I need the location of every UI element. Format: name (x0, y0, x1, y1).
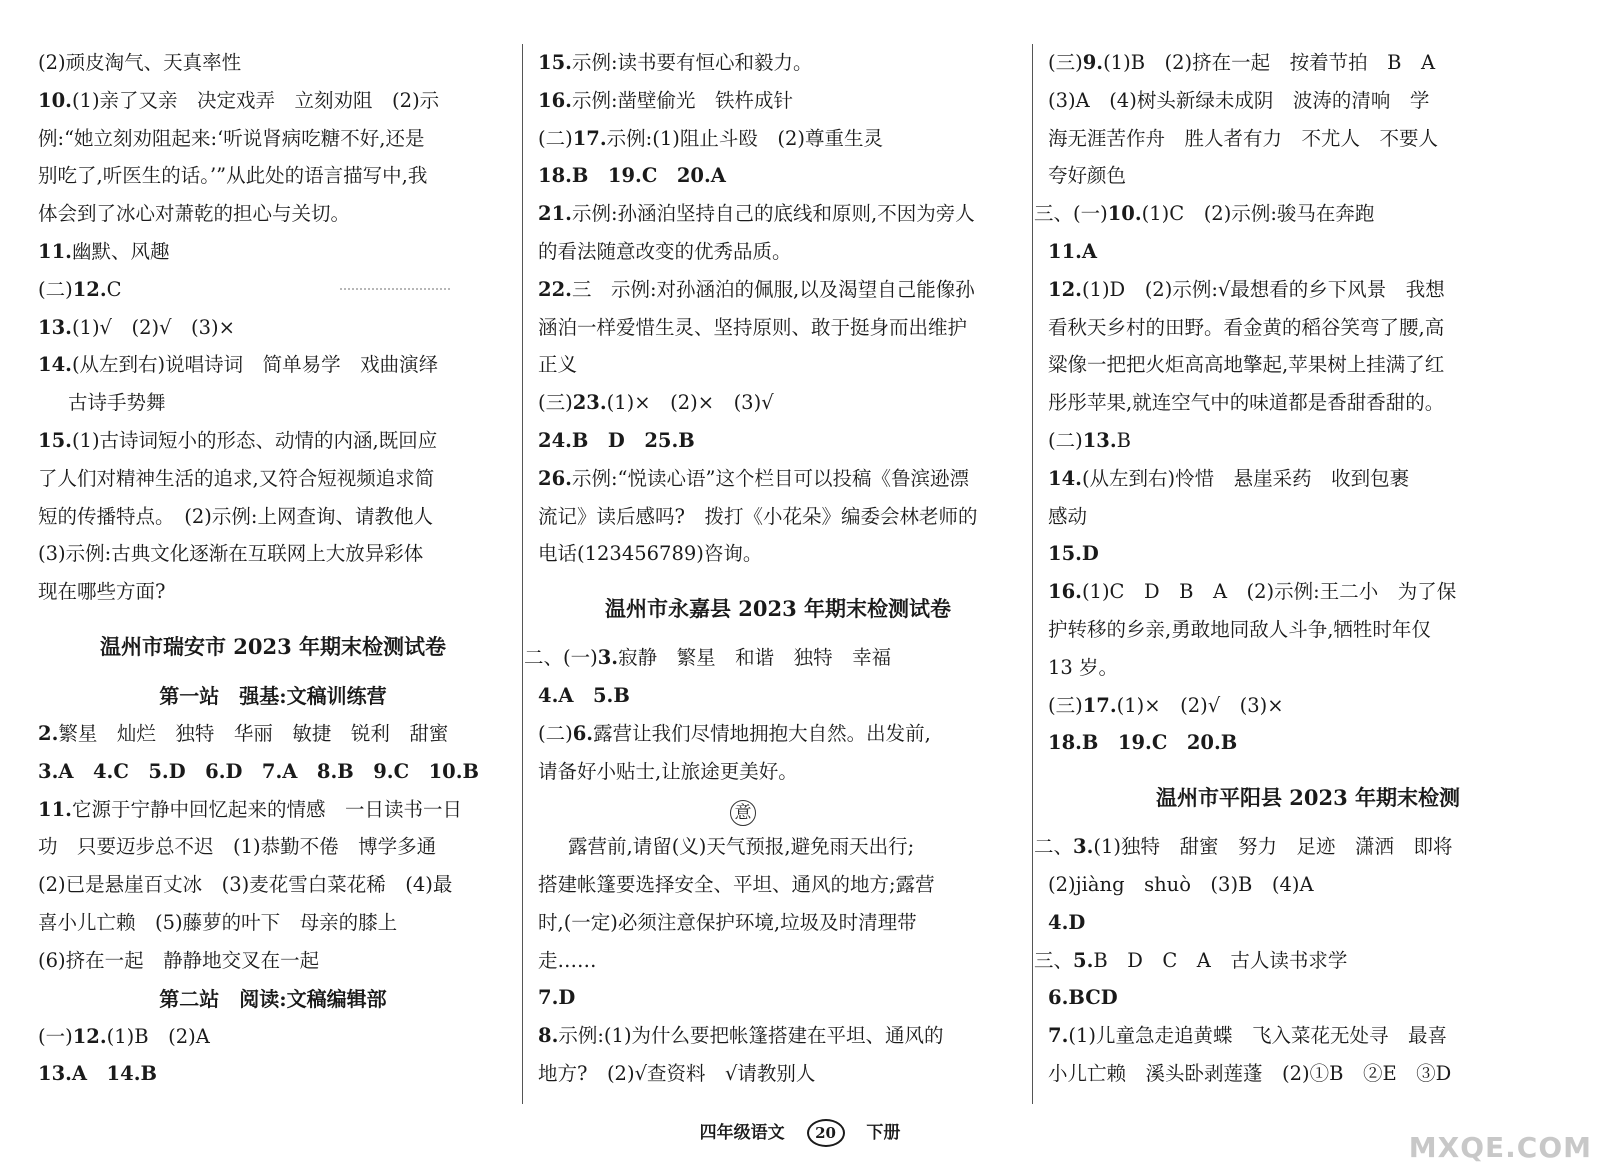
question-number: 10. (1107, 202, 1142, 226)
question-number: 11. (38, 797, 72, 821)
answer-line (1048, 687, 1568, 725)
subsection-heading: 第一站 强基:文稿训练营 (159, 683, 387, 708)
question-number: 7. (1048, 1024, 1069, 1048)
answer-text: 露营让我们尽情地拥抱大自然。出发前, (593, 721, 931, 745)
answer-text: (1)× (2)× (3)√ (606, 391, 774, 415)
answer-line (538, 715, 1018, 753)
question-number: 12. (72, 277, 107, 301)
answer-line (38, 1018, 508, 1056)
answer-line (538, 942, 1018, 980)
answer-text: (1)独特 甜蜜 努力 足迹 潇洒 即将 (1093, 835, 1453, 859)
answer-line (38, 460, 508, 498)
answer-text: 4.A 5.B (538, 683, 630, 707)
question-number: 10. (38, 88, 72, 112)
answer-text: 18.B 19.C 20.A (538, 164, 726, 188)
answer-text: 4.D (1048, 910, 1086, 934)
answer-line (38, 157, 508, 195)
answer-text: (2)顽皮淘气、天真率性 (38, 51, 242, 74)
footer-volume: 下册 (866, 1123, 901, 1143)
answer-text: (1)亲了又亲 决定戏弄 立刻劝阻 (2)示 (71, 88, 440, 112)
answer-line (38, 195, 508, 233)
column-divider (1032, 44, 1033, 1104)
answer-line (38, 535, 508, 573)
answer-line (538, 498, 1018, 536)
answer-line (38, 904, 508, 942)
section-marker: 三、 (1034, 948, 1074, 972)
answer-text: (从左到右)怜惜 悬崖采药 收到包裹 (1081, 466, 1410, 490)
answer-text: 感动 (1048, 504, 1088, 528)
section-marker: 二、(一) (524, 646, 598, 670)
section-marker: (二) (1048, 428, 1083, 452)
answer-line (538, 422, 1018, 460)
answer-line (538, 753, 1018, 791)
answer-line (538, 460, 1018, 498)
answer-text: 了人们对精神生活的追求,又符合短视频追求简 (38, 466, 435, 490)
answer-text: 小儿亡赖 溪头卧剥莲蓬 (2)①B ②E ③D (1048, 1061, 1452, 1085)
section-heading: 温州市永嘉县 2023 年期末检测试卷 (604, 596, 952, 622)
answer-line (1048, 271, 1568, 309)
question-number: 8. (538, 1024, 559, 1048)
answer-line (538, 271, 1018, 309)
section-marker: (二) (538, 126, 573, 150)
answer-line (538, 44, 1018, 82)
answer-text: (1)B (2)A (106, 1024, 210, 1048)
column-2 (524, 44, 1018, 1093)
section-marker: 三、(一) (1034, 202, 1108, 226)
answer-text: (1)儿童急走追黄蝶 飞入菜花无处寻 最喜 (1068, 1024, 1447, 1048)
answer-text: 喜小儿亡赖 (5)藤萝的叶下 母亲的膝上 (38, 910, 398, 934)
answer-text: 例:“她立刻劝阻起来:‘听说肾病吃糖不好,还是 (38, 126, 425, 150)
answer-text: 三 示例:对孙涵泊的佩服,以及渴望自己能像孙 (571, 277, 975, 301)
answer-line (1048, 460, 1568, 498)
answer-text: 功 只要迈步总不迟 (1)恭勤不倦 博学多通 (38, 835, 437, 859)
answer-line (1048, 346, 1568, 384)
subsection-heading: 第二站 阅读:文稿编辑部 (159, 986, 387, 1011)
answer-text: 正义 (538, 353, 578, 377)
watermark-logo: MXQE.COM (1408, 1131, 1592, 1164)
answer-text: 15.D (1048, 542, 1099, 566)
answer-line (538, 828, 1018, 866)
question-number: 22. (538, 277, 572, 301)
answer-text: (1)C (2)示例:骏马在奔跑 (1141, 202, 1375, 226)
answer-line (38, 753, 508, 791)
column-1 (38, 44, 508, 1093)
question-number: 11. (38, 239, 72, 263)
question-number: 15. (38, 428, 72, 452)
answer-line (38, 791, 508, 829)
answer-text: (1)D (2)示例:√最想看的乡下风景 我想 (1081, 277, 1445, 301)
answer-text: 彤彤苹果,就连空气中的味道都是香甜香甜的。 (1048, 391, 1445, 415)
answer-text: 流记》读后感吗? 拨打《小花朵》编委会林老师的 (538, 504, 978, 528)
answer-text: 示例:(1)为什么要把帐篷搭建在平坦、通风的 (558, 1024, 944, 1048)
answer-line (1048, 724, 1568, 762)
answer-text: (从左到右)说唱诗词 简单易学 戏曲演绎 (71, 353, 439, 377)
answer-text: 夸好颜色 (1048, 164, 1127, 188)
answer-line (538, 384, 1018, 422)
answer-line (1048, 866, 1568, 904)
question-number: 17. (572, 126, 607, 150)
column-divider (522, 44, 523, 1104)
section-heading: 温州市瑞安市 2023 年期末检测试卷 (99, 633, 447, 659)
question-number: 15. (538, 51, 572, 74)
answer-line (538, 309, 1018, 347)
answer-text: (1)B (2)挤在一起 按着节拍 B A (1103, 51, 1436, 74)
answer-line (538, 233, 1018, 271)
answer-line (38, 309, 508, 347)
answer-text: 13.A 14.B (38, 1062, 157, 1086)
section-marker: (三) (538, 391, 573, 415)
answer-line (1048, 309, 1568, 347)
question-number: 14. (38, 353, 72, 377)
answer-line (538, 157, 1018, 195)
section-marker: (二) (538, 721, 573, 745)
answer-line (1048, 120, 1568, 158)
page-number: 20 (807, 1119, 845, 1147)
answer-line (38, 866, 508, 904)
page-footer (0, 1118, 1600, 1147)
scribble-mark (340, 288, 450, 290)
answer-text: 短的传播特点。 (2)示例:上网查询、请教他人 (38, 504, 433, 528)
answer-line (538, 866, 1018, 904)
answer-line (538, 677, 1018, 715)
answer-line (538, 979, 1018, 1017)
answer-line (1048, 422, 1568, 460)
answer-line (1048, 233, 1568, 271)
answer-line (38, 1055, 508, 1093)
answer-text: 搭建帐篷要选择安全、平坦、通风的地方;露营 (538, 872, 935, 896)
question-number: 12. (72, 1024, 107, 1048)
answer-line (538, 346, 1018, 384)
answer-text: (3)A (4)树头新绿未成阴 波涛的清响 学 (1048, 88, 1430, 112)
answer-text: 示例:读书要有恒心和毅力。 (571, 51, 813, 74)
answer-line (1048, 1055, 1568, 1093)
answer-line (38, 346, 508, 384)
question-number: 6. (572, 721, 594, 745)
answer-line (38, 573, 508, 611)
question-number: 16. (1048, 580, 1082, 604)
question-number: 21. (538, 202, 572, 226)
answer-line (38, 120, 508, 158)
answer-line (538, 1017, 1018, 1055)
answer-text: 示例:(1)阻止斗殴 (2)尊重生灵 (606, 126, 883, 150)
answer-line (538, 535, 1018, 573)
answer-line (1048, 535, 1568, 573)
answer-text: 时,(一定)必须注意保护环境,垃圾及时清理带 (538, 910, 917, 934)
answer-text: 涵泊一样爱惜生灵、坚持原则、敢于挺身而出维护 (538, 315, 968, 339)
question-number: 14. (1048, 466, 1082, 490)
footer-subject: 四年级语文 (699, 1123, 785, 1143)
answer-text: B (1116, 428, 1131, 452)
question-number: 13. (1082, 428, 1117, 452)
section-heading: 温州市平阳县 2023 年期末检测 (1155, 785, 1461, 811)
question-number: 26. (538, 466, 572, 490)
question-number: 2. (38, 721, 59, 745)
column-3 (1034, 44, 1568, 1093)
answer-line (1048, 44, 1568, 82)
answer-line (1034, 828, 1568, 866)
answer-text: 7.D (538, 986, 576, 1010)
answer-text: (1)C D B A (2)示例:王二小 为了保 (1081, 580, 1457, 604)
answer-text: (2)已是悬崖百丈冰 (3)麦花雪白菜花稀 (4)最 (38, 873, 453, 897)
question-number: 3. (1073, 835, 1094, 859)
answer-text: C (106, 277, 122, 301)
answer-line (1048, 979, 1568, 1017)
answer-text: 繁星 灿烂 独特 华丽 敏捷 锐利 甜蜜 (58, 721, 449, 745)
answer-text: 请备好小贴士,让旅途更美好。 (538, 759, 798, 783)
answer-text: (6)挤在一起 静静地交叉在一起 (38, 948, 320, 972)
answer-line (38, 233, 508, 271)
question-number: 3. (597, 646, 619, 670)
answer-line (538, 1055, 1018, 1093)
answer-text: 古诗手势舞 (68, 391, 166, 415)
answer-line (524, 639, 1018, 677)
answer-line (1048, 384, 1568, 422)
answer-text: B D C A 古人读书求学 (1093, 948, 1348, 972)
answer-text: 海无涯苦作舟 胜人者有力 不尤人 不要人 (1048, 126, 1439, 150)
question-number: 23. (572, 391, 607, 415)
answer-line (38, 942, 508, 980)
answer-line (538, 120, 1018, 158)
answer-text: 露营前,请留(义)天气预报,避免雨天出行; (568, 835, 915, 859)
answer-line (1034, 942, 1568, 980)
answer-text: 护转移的乡亲,勇敢地同敌人斗争,牺牲时年仅 (1048, 617, 1431, 641)
answer-line (1048, 157, 1568, 195)
answer-text: 13 岁。 (1048, 655, 1119, 679)
answer-text: 体会到了冰心对萧乾的担心与关切。 (38, 202, 351, 226)
edit-mark-row (538, 790, 1018, 828)
answer-text: 现在哪些方面? (38, 580, 166, 604)
answer-text: 3.A 4.C 5.D 6.D 7.A 8.B 9.C 10.B (38, 759, 480, 783)
section-marker: (一) (38, 1024, 73, 1048)
answer-line (1048, 498, 1568, 536)
answer-text: 幽默、风趣 (71, 239, 170, 263)
answer-line (38, 422, 508, 460)
answer-text: 示例:孙涵泊坚持自己的底线和原则,不因为旁人 (571, 202, 975, 226)
answer-text: 别吃了,听医生的话。’”从此处的语言描写中,我 (38, 164, 428, 188)
answer-line (1048, 611, 1568, 649)
answer-text: 电话(123456789)咨询。 (538, 542, 763, 566)
answer-line (538, 904, 1018, 942)
answer-line (1048, 649, 1568, 687)
question-number: 5. (1073, 948, 1094, 972)
section-marker: (二) (38, 277, 73, 301)
answer-line (1048, 573, 1568, 611)
answer-text: 11.A (1048, 239, 1098, 263)
answer-line (38, 498, 508, 536)
answer-line (1034, 195, 1568, 233)
answer-text: 的看法随意改变的优秀品质。 (538, 239, 792, 263)
answer-text: 6.BCD (1048, 986, 1118, 1010)
answer-line (38, 384, 508, 422)
question-number: 17. (1082, 693, 1117, 717)
answer-text: (1)√ (2)√ (3)× (71, 315, 235, 339)
answer-text: 24.B D 25.B (538, 428, 695, 452)
answer-text: (3)示例:古典文化逐渐在互联网上大放异彩体 (38, 542, 424, 566)
section-marker: (三) (1048, 693, 1083, 717)
answer-text: 看秋天乡村的田野。看金黄的稻谷笑弯了腰,高 (1048, 315, 1445, 339)
answer-text: (1)× (2)√ (3)× (1116, 693, 1284, 717)
answer-line (1048, 904, 1568, 942)
question-number: 12. (1048, 277, 1082, 301)
correction-mark: 意 (730, 800, 756, 826)
answer-text: 示例:“悦读心语”这个栏目可以投稿《鲁滨逊漂 (571, 466, 969, 490)
answer-text: (2)jiàng shuò (3)B (4)A (1048, 872, 1314, 896)
question-number: 9. (1082, 51, 1104, 74)
answer-line (38, 82, 508, 120)
answer-line (1048, 82, 1568, 120)
section-marker: (三) (1048, 51, 1083, 74)
answer-text: 18.B 19.C 20.B (1048, 731, 1238, 755)
answer-text: (1)古诗词短小的形态、动情的内涵,既回应 (71, 428, 438, 452)
question-number: 16. (538, 88, 572, 112)
answer-text: 它源于宁静中回忆起来的情感 一日读书一日 (71, 797, 462, 821)
answer-text: 地方? (2)√查资料 √请教别人 (538, 1061, 816, 1085)
answer-text: 寂静 繁星 和谐 独特 幸福 (618, 646, 892, 670)
answer-line (538, 82, 1018, 120)
answer-text: 走…… (538, 948, 597, 972)
answer-text: 粱像一把把火炬高高地擎起,苹果树上挂满了红 (1048, 353, 1445, 377)
section-marker: 二、 (1034, 835, 1074, 859)
answer-line (38, 828, 508, 866)
answer-line (1048, 1017, 1568, 1055)
answer-text: 示例:凿壁偷光 铁杵成针 (571, 88, 794, 112)
question-number: 13. (38, 315, 72, 339)
answer-line (38, 715, 508, 753)
answer-line (538, 195, 1018, 233)
answer-line (38, 44, 508, 82)
